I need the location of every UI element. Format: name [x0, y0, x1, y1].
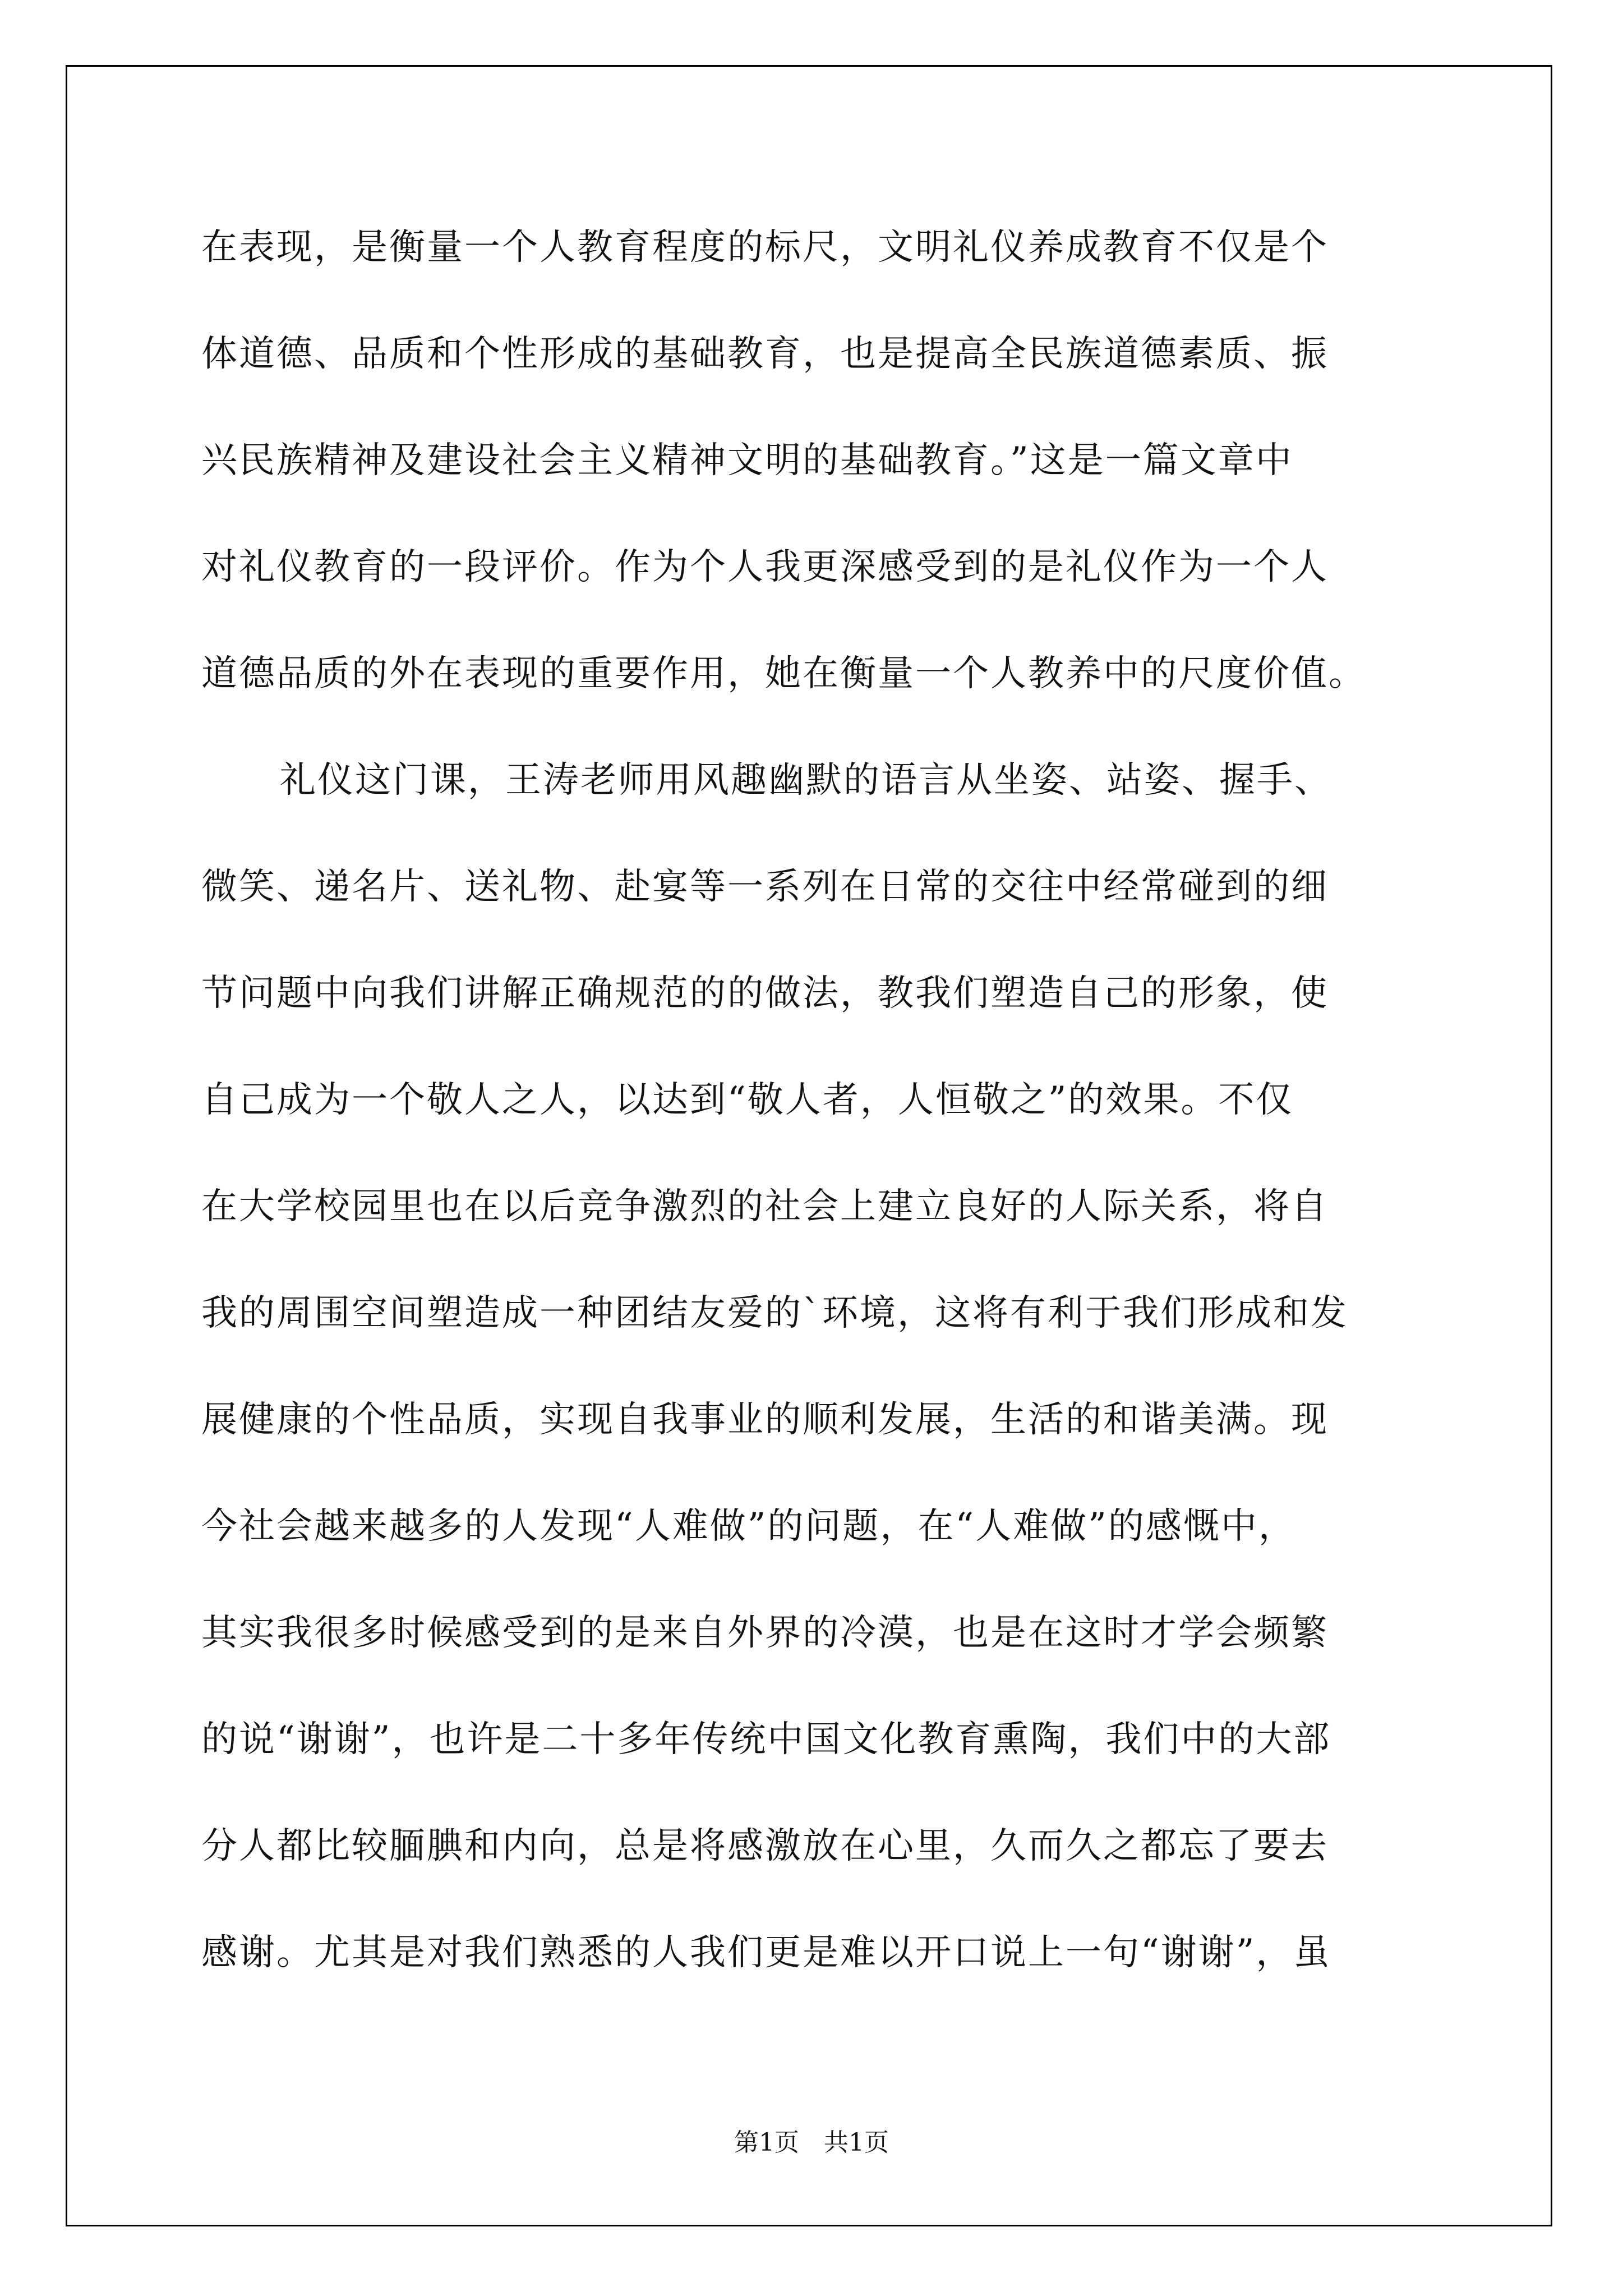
text-line: 感谢。尤其是对我们熟悉的人我们更是难以开口说上一句“谢谢”，虽	[201, 1932, 1331, 1973]
page-number: 第1页 共1页	[734, 2128, 889, 2157]
text-line: 今社会越来越多的人发现“人难做”的问题，在“人难做”的感慨中，	[201, 1506, 1296, 1547]
text-line: 分人都比较腼腆和内向，总是将感激放在心里，久而久之都忘了要去	[201, 1825, 1329, 1867]
text-line: 我的周围空间塑造成一种团结友爱的`环境，这将有利于我们形成和发	[201, 1292, 1348, 1334]
page-border	[66, 65, 1552, 2226]
text-line: 在表现，是衡量一个人教育程度的标尺，文明礼仪养成教育不仅是个	[201, 227, 1329, 268]
text-line: 微笑、递名片、送礼物、赴宴等一系列在日常的交往中经常碰到的细	[201, 866, 1329, 908]
text-line: 在大学校园里也在以后竞争激烈的社会上建立良好的人际关系，将自	[201, 1186, 1329, 1227]
text-line: 兴民族精神及建设社会主义精神文明的基础教育。”这是一篇文章中	[201, 440, 1293, 481]
text-line: 道德品质的外在表现的重要作用，她在衡量一个人教养中的尺度价值。	[201, 653, 1366, 694]
text-line: 展健康的个性品质，实现自我事业的顺利发展，生活的和谐美满。现	[201, 1399, 1329, 1441]
text-line: 的说“谢谢”，也许是二十多年传统中国文化教育熏陶，我们中的大部	[201, 1719, 1331, 1760]
paragraph-first-line: 礼仪这门课，王涛老师用风趣幽默的语言从坐姿、站姿、握手、	[280, 760, 1332, 801]
text-line: 体道德、品质和个性形成的基础教育，也是提高全民族道德素质、振	[201, 333, 1329, 375]
text-line: 其实我很多时候感受到的是来自外界的冷漠，也是在这时才学会频繁	[201, 1612, 1329, 1654]
text-line: 节问题中向我们讲解正确规范的的做法，教我们塑造自己的形象，使	[201, 973, 1329, 1014]
text-line: 对礼仪教育的一段评价。作为个人我更深感受到的是礼仪作为一个人	[201, 546, 1329, 588]
text-line: 自己成为一个敬人之人，以达到“敬人者，人恒敬之”的效果。不仅	[201, 1079, 1294, 1121]
